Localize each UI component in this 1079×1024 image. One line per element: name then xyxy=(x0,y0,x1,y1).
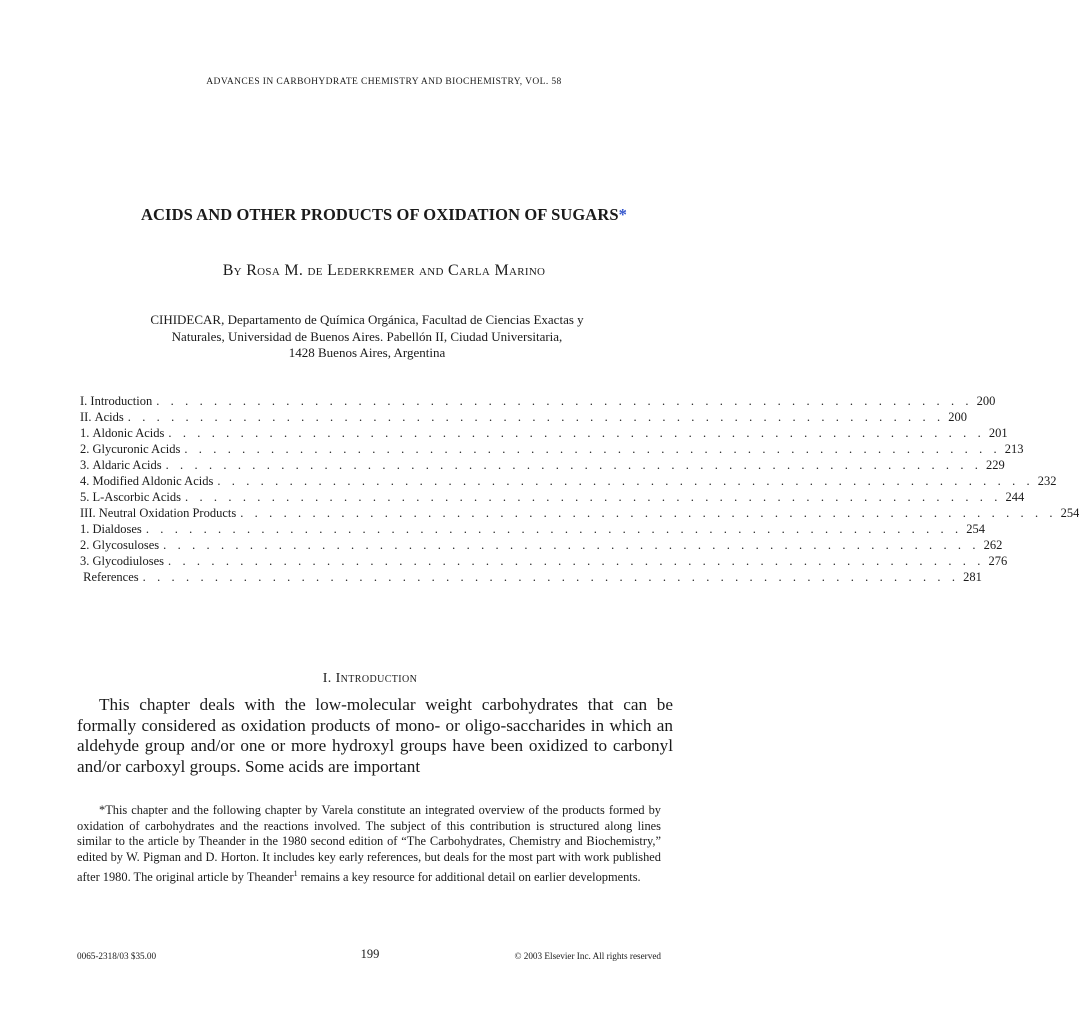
toc-entry[interactable] xyxy=(80,441,1024,457)
footnote-text-end: remains a key resource for additional detail on earlier developments. xyxy=(297,869,641,884)
toc-number: 3. xyxy=(80,554,90,568)
toc-label: References xyxy=(83,570,139,584)
toc-entry[interactable] xyxy=(80,505,1079,521)
affiliation-line: 1428 Buenos Aires, Argentina xyxy=(288,345,446,360)
copyright-notice: © 2003 Elsevier Inc. All rights reserved xyxy=(514,951,661,961)
toc-leader-dots: . . . . . . . . . . . . . . . . . . . . . . . . . . . . . . . . . . . . . . . . . . . . . . . . . . . . . . . . . xyxy=(184,442,1001,456)
toc-leader-dots: . . . . . . . . . . . . . . . . . . . . . . . . . . . . . . . . . . . . . . . . . . . . . . . . . . . . . . . . . xyxy=(156,394,973,408)
toc-label: Acids xyxy=(94,410,124,424)
toc-number: 3. xyxy=(80,458,90,472)
reference-superscript[interactable]: 1 xyxy=(293,868,298,878)
toc-entry[interactable] xyxy=(80,409,967,425)
body-line: be formally considered as oxidation products of mono- or oligo-saccharides xyxy=(77,695,673,735)
toc-page: 254 xyxy=(1060,506,1079,520)
section-title: Introduction xyxy=(335,671,418,686)
toc-leader-dots: . . . . . . . . . . . . . . . . . . . . . . . . . . . . . . . . . . . . . . . . . . . . . . . . . . . . . . . . . xyxy=(163,538,980,552)
toc-page: 201 xyxy=(988,426,1008,440)
toc-number: III. xyxy=(80,506,96,520)
toc-entry[interactable] xyxy=(80,425,1008,441)
toc-entry[interactable] xyxy=(80,569,982,585)
toc-page: 232 xyxy=(1037,474,1057,488)
title-text: ACIDS AND OTHER PRODUCTS OF OXIDATION OF SUGARS xyxy=(141,205,619,224)
toc-page: 229 xyxy=(986,458,1005,472)
toc-leader-dots: . . . . . . . . . . . . . . . . . . . . . . . . . . . . . . . . . . . . . . . . . . . . . . . . . . . . . . . . . xyxy=(168,426,985,440)
affiliation-line: CIHIDECAR, Departamento de Química Orgánica, Facultad de Ciencias Exactas y xyxy=(150,312,584,327)
toc-leader-dots: . . . . . . . . . . . . . . . . . . . . . . . . . . . . . . . . . . . . . . . . . . . . . . . . . . . . . . . . . xyxy=(240,506,1057,520)
body-paragraph xyxy=(77,695,673,777)
page-number: 199 xyxy=(360,947,380,961)
body-line: oxidized to carbonyl and/or carboxyl groups. Some acids are important xyxy=(77,736,674,776)
table-of-contents xyxy=(80,393,1079,585)
toc-number: 2. xyxy=(80,442,90,456)
toc-entry[interactable] xyxy=(80,473,1057,489)
body-line: This chapter deals with the low-molecular weight carbohydrates that can xyxy=(99,695,648,714)
toc-leader-dots: . . . . . . . . . . . . . . . . . . . . . . . . . . . . . . . . . . . . . . . . . . . . . . . . . . . . . . . . . xyxy=(142,570,960,584)
toc-page: 200 xyxy=(948,410,967,424)
toc-page: 276 xyxy=(988,554,1008,568)
toc-entry[interactable] xyxy=(80,537,1003,553)
toc-entry[interactable] xyxy=(80,489,1025,505)
affiliation-line: Naturales, Universidad de Buenos Aires. Pabellón II, Ciudad Universitaria, xyxy=(171,328,563,344)
author-byline: By Rosa M. de Lederkremer and Carla Marino xyxy=(222,262,546,279)
toc-page: 254 xyxy=(966,522,985,536)
toc-number: 5. xyxy=(80,490,90,504)
toc-page: 262 xyxy=(983,538,1003,552)
toc-label: Introduction xyxy=(90,394,153,408)
body-line: in which an aldehyde group and/or one or more hydroxyl groups have been xyxy=(77,715,673,755)
toc-entry[interactable] xyxy=(80,553,1008,569)
toc-number: 4. xyxy=(80,474,90,488)
footer-code: 0065-2318/03 $35.00 xyxy=(77,951,157,961)
toc-page: 281 xyxy=(963,570,982,584)
title-footnote-mark[interactable]: * xyxy=(618,205,627,224)
toc-label: Neutral Oxidation Products xyxy=(98,506,237,520)
toc-leader-dots: . . . . . . . . . . . . . . . . . . . . . . . . . . . . . . . . . . . . . . . . . . . . . . . . . . . . . . . . . xyxy=(168,554,985,568)
toc-number: 1. xyxy=(80,426,90,440)
toc-number: 1. xyxy=(80,522,90,536)
article-title xyxy=(0,205,768,225)
toc-leader-dots: . . . . . . . . . . . . . . . . . . . . . . . . . . . . . . . . . . . . . . . . . . . . . . . . . . . . . . . . . xyxy=(185,490,1002,504)
toc-leader-dots: . . . . . . . . . . . . . . . . . . . . . . . . . . . . . . . . . . . . . . . . . . . . . . . . . . . . . . . . . xyxy=(127,410,945,424)
toc-entry[interactable] xyxy=(80,521,985,537)
toc-number: 2. xyxy=(80,538,90,552)
toc-label: Glycosuloses xyxy=(92,538,160,552)
toc-entry[interactable] xyxy=(80,457,1005,473)
running-head: ADVANCES IN CARBOHYDRATE CHEMISTRY AND BIOCHEMISTRY, VOL. 58 xyxy=(206,77,562,87)
toc-label: L-Ascorbic Acids xyxy=(92,490,182,504)
toc-leader-dots: . . . . . . . . . . . . . . . . . . . . . . . . . . . . . . . . . . . . . . . . . . . . . . . . . . . . . . . . . xyxy=(145,522,963,536)
toc-label: Aldaric Acids xyxy=(92,458,162,472)
toc-label: Glycuronic Acids xyxy=(92,442,181,456)
toc-entry[interactable] xyxy=(80,393,996,409)
affiliation xyxy=(0,312,734,362)
toc-page: 244 xyxy=(1005,490,1025,504)
toc-leader-dots: . . . . . . . . . . . . . . . . . . . . . . . . . . . . . . . . . . . . . . . . . . . . . . . . . . . . . . . . . xyxy=(165,458,983,472)
toc-label: Modified Aldonic Acids xyxy=(92,474,214,488)
toc-label: Glycodiuloses xyxy=(92,554,165,568)
footnote xyxy=(77,803,661,886)
toc-number: II. xyxy=(80,410,92,424)
toc-number: I. xyxy=(80,394,88,408)
footnote-text: *This chapter and the following chapter by Varela constitute an integrated overview of the products formed by oxidation of carbohydrates and the reactions involved. The subject of this contribution is structured along lines similar to the article by Theander in the 1980 second edition of “The Carbohydrates, Chemistry and Biochemistry,” edited by W. Pigman and D. Horton. It includes key early references, but deals for the most part with work published after 1980. The original article by Theander xyxy=(77,803,661,884)
toc-label: Aldonic Acids xyxy=(92,426,165,440)
toc-page: 200 xyxy=(976,394,996,408)
section-number: I. xyxy=(322,671,332,686)
toc-leader-dots: . . . . . . . . . . . . . . . . . . . . . . . . . . . . . . . . . . . . . . . . . . . . . . . . . . . . . . . . . xyxy=(217,474,1034,488)
toc-label: Dialdoses xyxy=(92,522,142,536)
toc-page: 213 xyxy=(1004,442,1024,456)
section-heading xyxy=(0,671,740,687)
